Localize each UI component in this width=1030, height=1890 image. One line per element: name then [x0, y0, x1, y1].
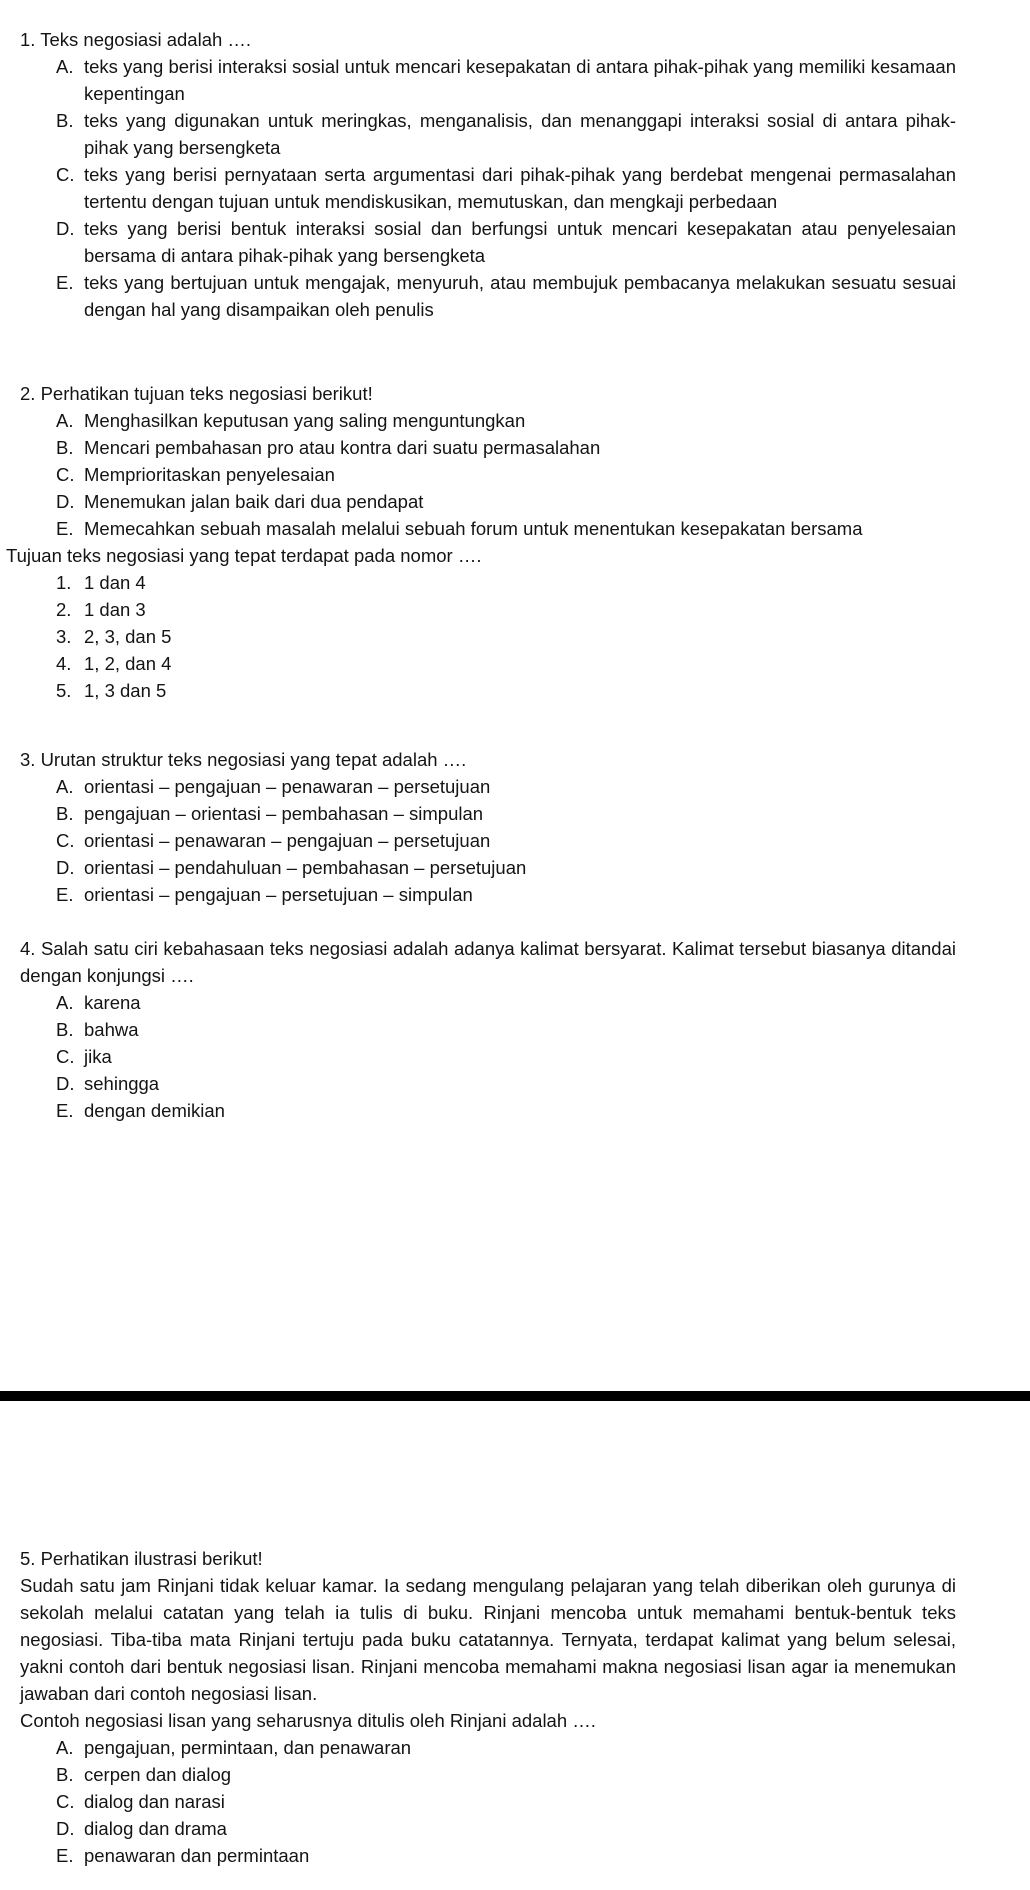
question-2-statements	[20, 407, 956, 542]
option-d[interactable]: D. dialog dan drama	[56, 1818, 227, 1839]
question-1-options	[20, 53, 956, 323]
question-1-stem: 1. Teks negosiasi adalah ….	[20, 29, 252, 50]
question-2-options	[20, 569, 956, 704]
option-e[interactable]: E. dengan demikian	[56, 1100, 225, 1121]
statement-e: E. Memecahkan sebuah masalah melalui sebuah forum untuk menentukan kesepakatan bersama	[56, 518, 863, 539]
option-e[interactable]: E. teks yang bertujuan untuk mengajak, menyuruh, atau membujuk pembacanya melakukan sesuatu sesuai dengan hal yang disampaikan oleh penulis	[56, 272, 956, 320]
option-c[interactable]: C. jika	[56, 1046, 112, 1067]
option-5[interactable]: 5. 1, 3 dan 5	[56, 680, 167, 701]
option-a[interactable]: A. pengajuan, permintaan, dan penawaran	[56, 1737, 412, 1758]
question-1	[20, 26, 956, 323]
option-d[interactable]: D. orientasi – pendahuluan – pembahasan – persetujuan	[56, 857, 527, 878]
statement-b: B. Mencari pembahasan pro atau kontra dari suatu permasalahan	[56, 437, 601, 458]
question-3	[20, 746, 956, 908]
option-4[interactable]: 4. 1, 2, dan 4	[56, 653, 172, 674]
question-4	[20, 935, 956, 1124]
question-2	[6, 380, 956, 704]
option-c[interactable]: C. dialog dan narasi	[56, 1791, 225, 1812]
option-b[interactable]: B. bahwa	[56, 1019, 139, 1040]
option-a[interactable]: A. karena	[56, 992, 141, 1013]
option-2[interactable]: 2. 1 dan 3	[56, 599, 146, 620]
question-5-prompt: Contoh negosiasi lisan yang seharusnya ditulis oleh Rinjani adalah ….	[20, 1710, 596, 1731]
question-3-options	[20, 773, 956, 908]
option-1[interactable]: 1. 1 dan 4	[56, 572, 146, 593]
question-5-passage: Sudah satu jam Rinjani tidak keluar kamar. Ia sedang mengulang pelajaran yang telah diberikan oleh gurunya di sekolah melalui catatan yang telah ia tulis di buku. Rinjani mencoba untuk memahami bentuk-bentuk teks negosiasi. Tiba-tiba mata Rinjani tertuju pada buku catatannya. Ternyata, terdapat kalimat yang belum selesai, yakni contoh dari bentuk negosiasi lisan. Rinjani mencoba memahami makna negosiasi lisan agar ia menemukan jawaban dari contoh negosiasi lisan.	[20, 1575, 956, 1704]
option-3[interactable]: 3. 2, 3, dan 5	[56, 626, 172, 647]
option-e[interactable]: E. penawaran dan permintaan	[56, 1845, 310, 1866]
statement-d: D. Menemukan jalan baik dari dua pendapat	[56, 491, 424, 512]
option-d[interactable]: D. sehingga	[56, 1073, 160, 1094]
question-4-stem: 4. Salah satu ciri kebahasaan teks negosiasi adalah adanya kalimat bersyarat. Kalimat tersebut biasanya ditandai dengan konjungsi ….	[20, 938, 956, 986]
question-4-options	[20, 989, 956, 1124]
option-a[interactable]: A. teks yang berisi interaksi sosial untuk mencari kesepakatan di antara pihak-pihak yang memiliki kesamaan kepentingan	[56, 56, 956, 104]
option-d[interactable]: D. teks yang berisi bentuk interaksi sosial dan berfungsi untuk mencari kesepakatan atau penyelesaian bersama di antara pihak-pihak yang bersengketa	[56, 218, 956, 266]
question-2-prompt: Tujuan teks negosiasi yang tepat terdapat pada nomor ….	[6, 545, 482, 566]
statement-c: C. Memprioritaskan penyelesaian	[56, 464, 335, 485]
option-e[interactable]: E. orientasi – pengajuan – persetujuan – simpulan	[56, 884, 473, 905]
question-2-stem: 2. Perhatikan tujuan teks negosiasi berikut!	[20, 383, 373, 404]
question-5	[20, 1545, 956, 1869]
question-3-stem: 3. Urutan struktur teks negosiasi yang tepat adalah ….	[20, 749, 467, 770]
question-5-options	[20, 1734, 956, 1869]
option-b[interactable]: B. pengajuan – orientasi – pembahasan – simpulan	[56, 803, 484, 824]
question-5-stem: 5. Perhatikan ilustrasi berikut!	[20, 1548, 263, 1569]
option-b[interactable]: B. cerpen dan dialog	[56, 1764, 232, 1785]
option-c[interactable]: C. orientasi – penawaran – pengajuan – persetujuan	[56, 830, 491, 851]
statement-a: A. Menghasilkan keputusan yang saling menguntungkan	[56, 410, 526, 431]
option-b[interactable]: B. teks yang digunakan untuk meringkas, menganalisis, dan menanggapi interaksi sosial di antara pihak-pihak yang bersengketa	[56, 110, 956, 158]
option-a[interactable]: A. orientasi – pengajuan – penawaran – persetujuan	[56, 776, 491, 797]
page-divider	[0, 1391, 1030, 1401]
option-c[interactable]: C. teks yang berisi pernyataan serta argumentasi dari pihak-pihak yang berdebat mengenai permasalahan tertentu dengan tujuan untuk mendiskusikan, memutuskan, dan mengkaji perbedaan	[56, 164, 956, 212]
